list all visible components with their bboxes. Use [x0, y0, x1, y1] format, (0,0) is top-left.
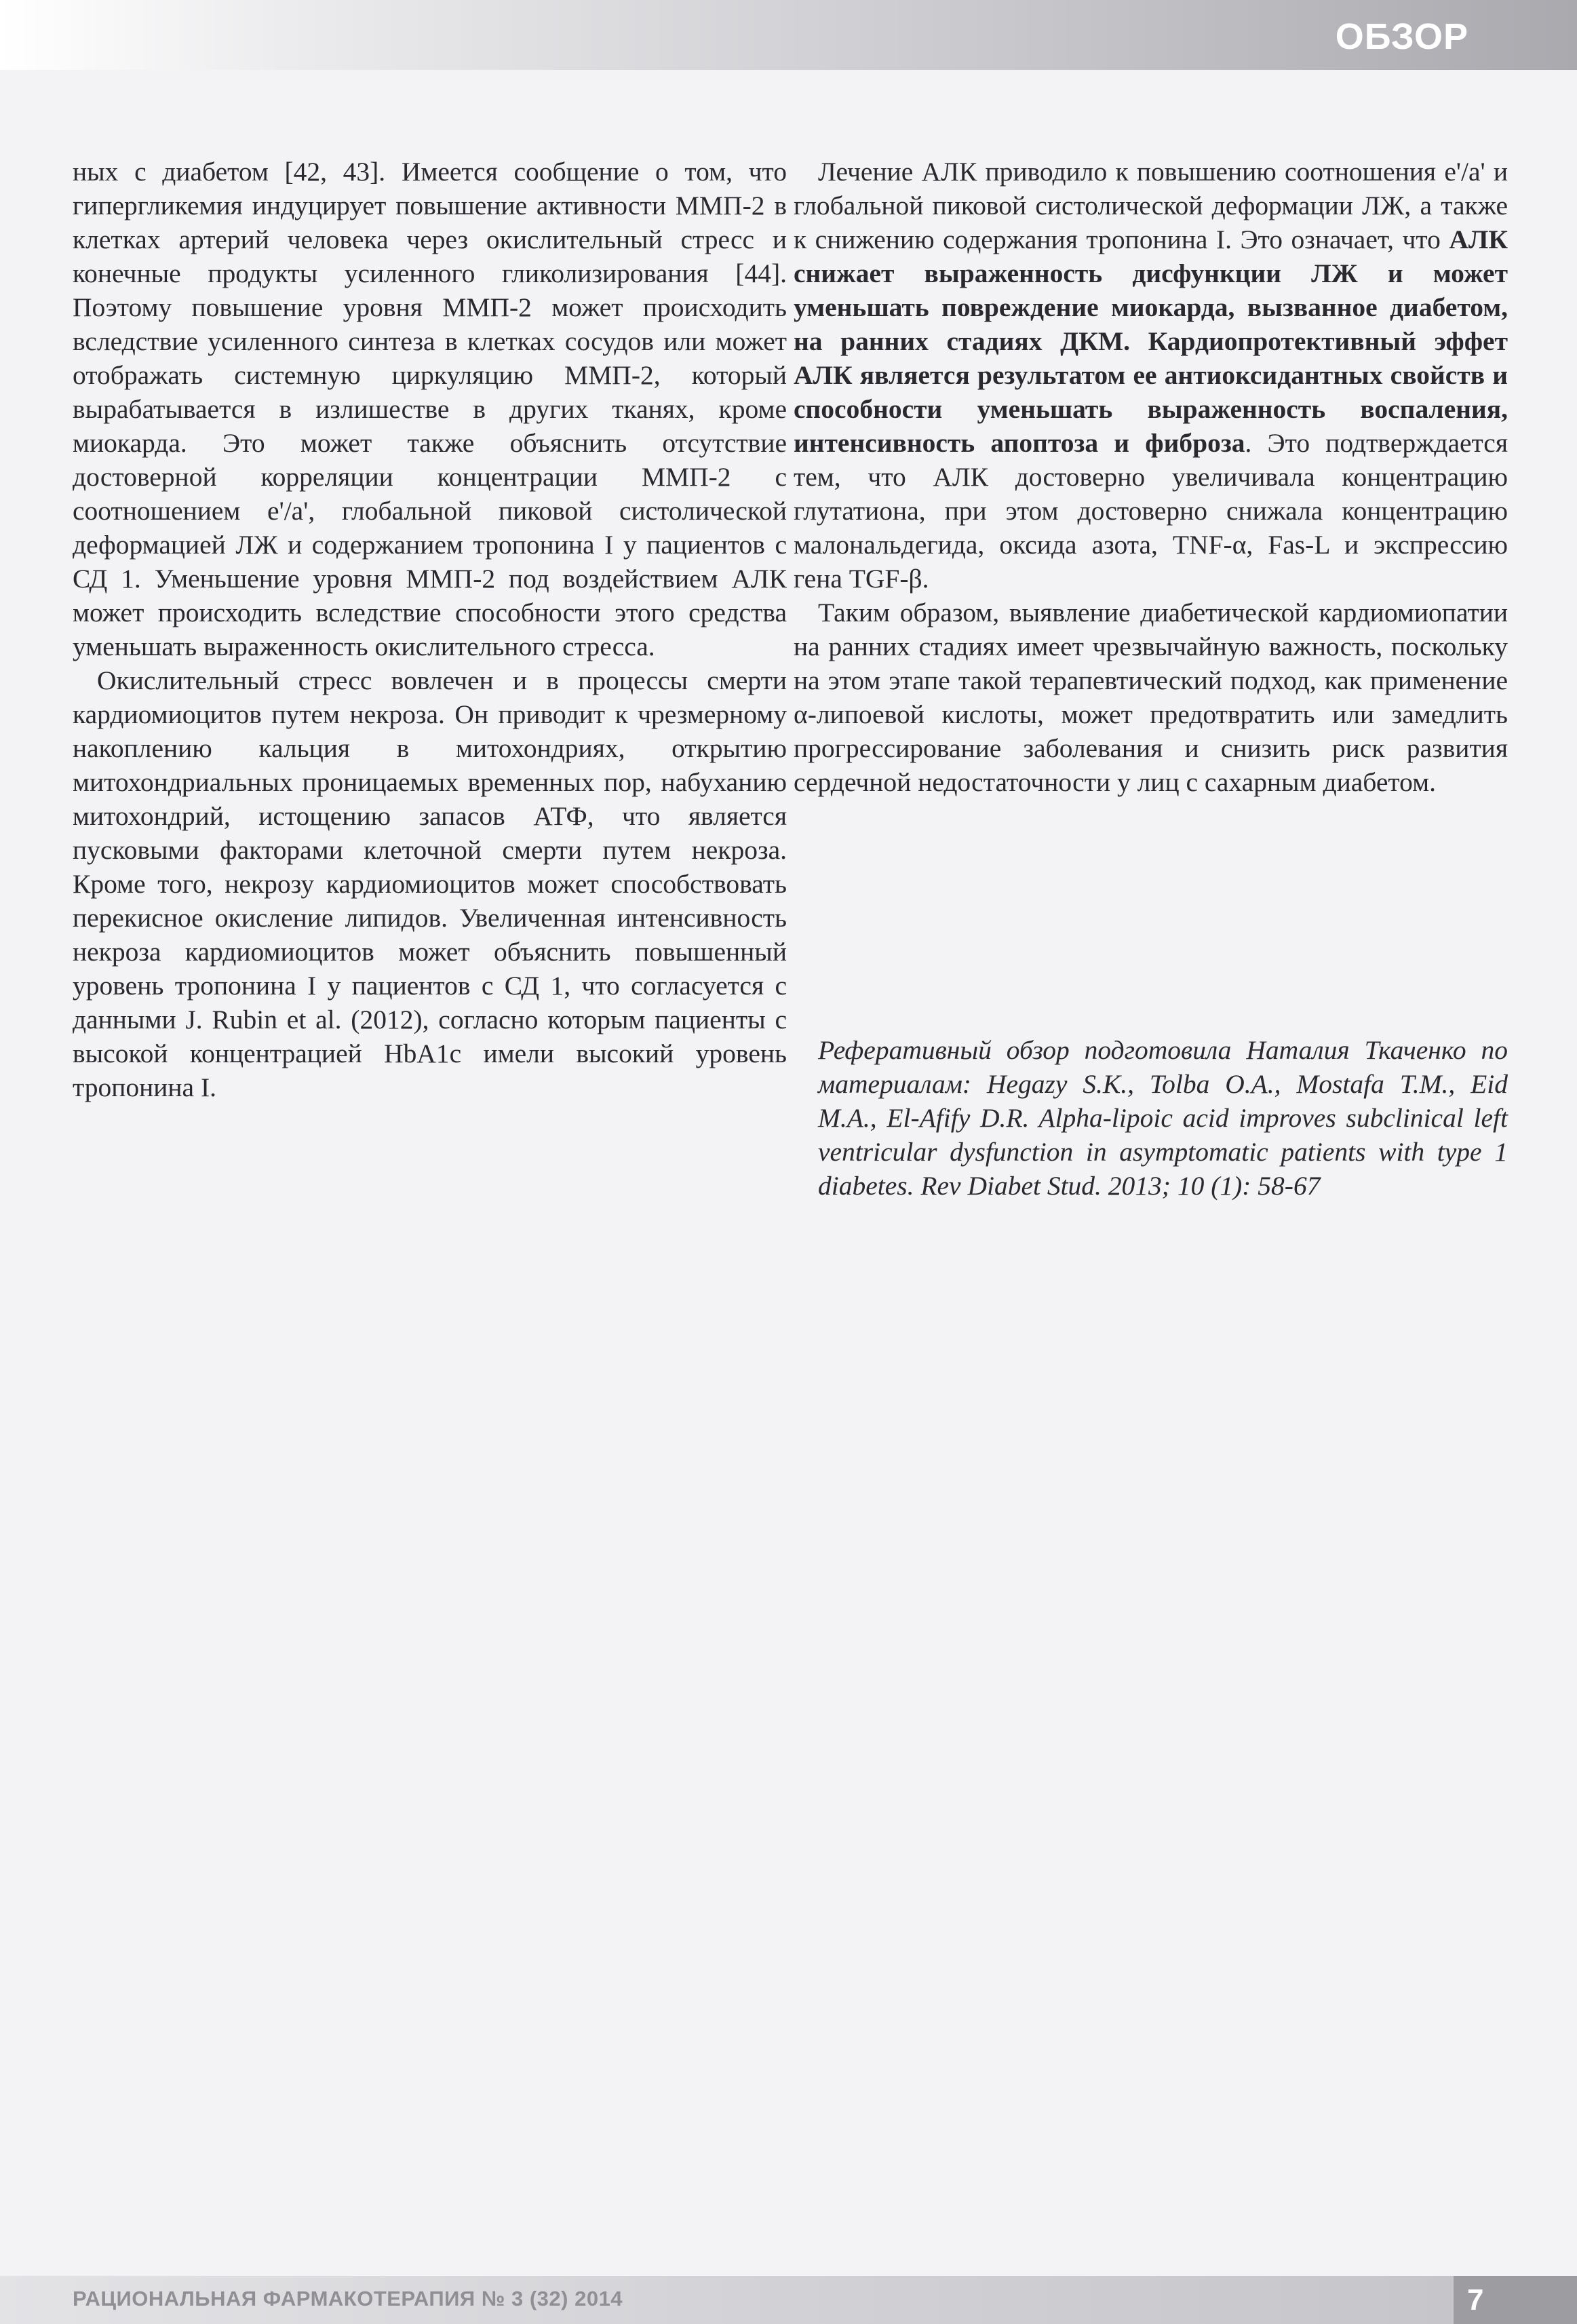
- page-number: 7: [1467, 2283, 1484, 2317]
- left-paragraph-2: Окислительный стресс вовлечен и в процессы смерти кардиомиоцитов путем некроза. Он приводит к чрезмерному накоплению кальция в митохондриях, открытию митохондриальных проницаемых временных пор, набуханию митохондрий, истощению запасов АТФ, что является пусковыми факторами клеточной смерти путем некроза. Кроме того, некрозу кардиомиоцитов может способствовать перекисное окисление липидов. Увеличенная интенсивность некроза кардиомиоцитов может объяснить повышенный уровень тропонина I у пациентов с СД 1, что согласуется с данными J. Rubin et al. (2012), согласно которым пациенты с высокой концентрацией HbA1c имели высокий уровень тропонина I.: [73, 665, 787, 1102]
- journal-name: РАЦИОНАЛЬНАЯ ФАРМАКОТЕРАПИЯ № 3 (32) 2014: [73, 2287, 623, 2310]
- right-paragraph-1: [794, 155, 1508, 596]
- left-paragraph-1: ных с диабетом [42, 43]. Имеется сообщение о том, что гипергликемия индуцирует повышение активности ММП-2 в клетках артерий человека через окислительный стресс и конечные продукты усиленного гликолизирования [44]. Поэтому повышение уровня ММП-2 может происходить вследствие усиленного синтеза в клетках сосудов или может отображать системную циркуляцию ММП-2, который вырабатывается в излишестве в других тканях, кроме миокарда. Это может также объяснить отсутствие достоверной корреляции концентрации ММП-2 с соотношением e'/a', глобальной пиковой систолической деформацией ЛЖ и содержанием тропонина I у пациентов с СД 1. Уменьшение уровня ММП-2 под воздействием АЛК может происходить вследствие способности этого средства уменьшать выраженность окислительного стресса.: [73, 157, 787, 661]
- section-label: ОБЗОР: [1335, 16, 1468, 57]
- right-paragraph-1-bold: АЛК снижает выраженность дисфункции ЛЖ и может уменьшать повреждение миокарда, вызванное диабетом, на ранних стадиях ДКМ. Кардиопротективный эффет АЛК является результатом ее антиоксидантных свойств и способности уменьшать выраженность воспаления, интенсивность апоптоза и фиброза: [794, 225, 1508, 458]
- right-column: [794, 155, 1508, 799]
- right-paragraph-1-end: . Это подтверждается тем, что АЛК достоверно увеличивала концентрацию глутатиона, при этом достоверно снижала концентрацию малональдегида, оксида азота, TNF-α, Fas-L и экспрессию гена TGF-β.: [794, 428, 1508, 594]
- left-column: [73, 155, 787, 1104]
- right-paragraph-2: Таким образом, выявление диабетической кардиомиопатии на ранних стадиях имеет чрезвычайную важность, поскольку на этом этапе такой терапевтический подход, как применение α-липоевой кислоты, может предотвратить или замедлить прогрессирование заболевания и снизить риск развития сердечной недостаточности у лиц с сахарным диабетом.: [794, 598, 1508, 797]
- reference-note: [794, 1033, 1508, 1203]
- right-paragraph-1-start: Лечение АЛК приводило к повышению соотношения e'/a' и глобальной пиковой систолической деформации ЛЖ, а также к снижению содержания тропонина I. Это означает, что: [794, 157, 1508, 254]
- reference-text: Реферативный обзор подготовила Наталия Ткаченко по материалам: Hegazy S.K., Tolba O.A., Mostafa T.M., Eid M.A., El-Afify D.R. Alpha-lipoic acid improves subclinical left ventricular dysfunction in asymptomatic patients with type 1 diabetes. Rev Diabet Stud. 2013; 10 (1): 58-67: [818, 1035, 1508, 1201]
